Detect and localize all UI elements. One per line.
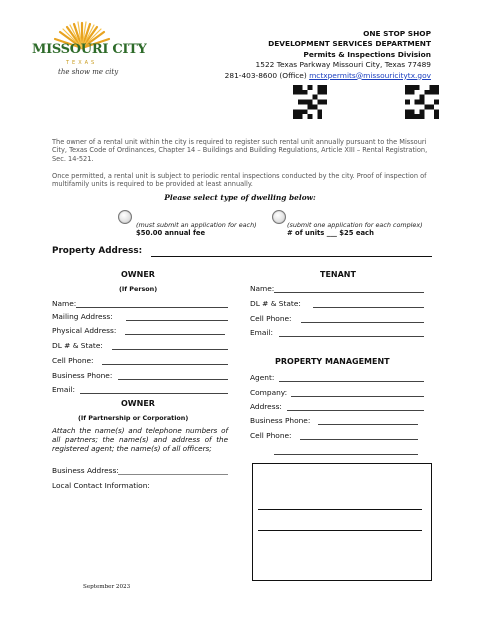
header-line-2: DEVELOPMENT SERVICES DEPARTMENT [268,39,431,49]
single-dwelling-note: (must submit an application for each) [136,221,257,229]
business-address-label: Business Address: [52,466,119,475]
owner-email-label: Email: [52,385,75,394]
tenant-dl-state-field[interactable] [313,307,424,308]
owner-email-field[interactable] [80,393,228,394]
owner-cell-phone-label: Cell Phone: [52,356,94,365]
tenant-cell-phone-label: Cell Phone: [250,314,292,323]
owner-dl-state-label: DL # & State: [52,341,103,350]
header-email-link[interactable]: mctxpermits@missouricitytx.gov [309,70,431,80]
tenant-name-label: Name: [250,284,275,293]
tenant-email-field[interactable] [279,336,424,337]
registration-requirement-text: The owner of a rental unit within the city is required to register such rental unit annually pursuant to the Missouri City, Texas Code of Ordinances, Chapter 14 – Buildings and Building Regulations, Article XIII – Rental Registration, Sec. 14-521. [52,138,428,163]
pm-cell-phone-label: Cell Phone: [250,431,292,440]
owner-business-phone-label: Business Phone: [52,371,113,380]
tenant-dl-state-label: DL # & State: [250,299,301,308]
property-address-field[interactable] [151,256,432,257]
local-contact-line-1[interactable] [258,509,422,510]
header-contact [225,71,431,81]
pm-extra-line-field[interactable] [274,454,418,455]
tenant-name-field[interactable] [274,292,424,293]
business-address-field[interactable] [118,474,228,475]
pm-address-label: Address: [250,402,282,411]
owner-name-label: Name: [52,299,77,308]
pm-business-phone-field[interactable] [318,424,418,425]
owner-cell-phone-field[interactable] [102,364,228,365]
owner-dl-state-field[interactable] [112,349,228,350]
inspection-requirement-text: Once permitted, a rental unit is subject to periodic rental inspections conducted by the city. Proof of inspection of multifamily units is required to be provided at least annually. [52,172,427,189]
pm-business-phone-label: Business Phone: [250,416,311,425]
tenant-email-label: Email: [250,328,273,337]
attach-instructions-text: Attach the name(s) and telephone numbers of all partners; the name(s) and address of the registered agent; the name(s) of all officers; [52,426,228,454]
tenant-cell-phone-field[interactable] [301,322,424,323]
missouri-city-logo [32,20,147,82]
pm-company-label: Company: [250,388,288,397]
header-line-1: ONE STOP SHOP [363,29,431,38]
multifamily-radio[interactable] [272,210,286,224]
qr-code-icon [293,85,327,119]
owner-physical-address-label: Physical Address: [52,326,117,335]
local-contact-label: Local Contact Information: [52,481,150,490]
dwelling-type-title: Please select type of dwelling below: [164,193,316,202]
header-phone: 281-403-8600 (Office) [224,70,307,80]
owner-physical-address-field[interactable] [125,334,225,335]
local-contact-box[interactable] [252,463,432,581]
property-address-label: Property Address: [52,246,143,256]
multifamily-fee: # of units ___ $25 each [287,229,374,237]
property-management-heading: PROPERTY MANAGEMENT [275,357,390,366]
pm-cell-phone-field[interactable] [300,439,418,440]
logo-state-name: TEXAS [66,60,98,66]
owner-corporation-subheading: (If Partnership or Corporation) [78,414,189,422]
multifamily-note: (submit one application for each complex) [287,221,423,229]
qr-code-icon [405,85,439,119]
owner-corporation-heading: OWNER [121,399,155,408]
owner-person-subheading: (If Person) [119,285,158,293]
pm-agent-field[interactable] [279,381,424,382]
owner-heading: OWNER [121,270,155,279]
revision-date: September 2023 [83,584,131,590]
owner-name-field[interactable] [76,307,228,308]
tenant-heading: TENANT [320,270,356,279]
header-address: 1522 Texas Parkway Missouri City, Texas 77489 [255,60,431,70]
owner-mailing-address-field[interactable] [126,320,228,321]
single-dwelling-fee: $50.00 annual fee [136,229,206,237]
logo-city-name: MISSOURI CITY [32,42,147,57]
logo-tagline: the show me city [58,68,119,76]
pm-address-field[interactable] [287,410,424,411]
owner-business-phone-field[interactable] [118,379,228,380]
owner-mailing-address-label: Mailing Address: [52,312,113,321]
single-dwelling-radio[interactable] [118,210,132,224]
department-header [225,29,431,81]
pm-agent-label: Agent: [250,373,275,382]
pm-company-field[interactable] [291,396,424,397]
header-division: Permits & Inspections Division [303,49,431,59]
local-contact-line-2[interactable] [258,530,422,531]
